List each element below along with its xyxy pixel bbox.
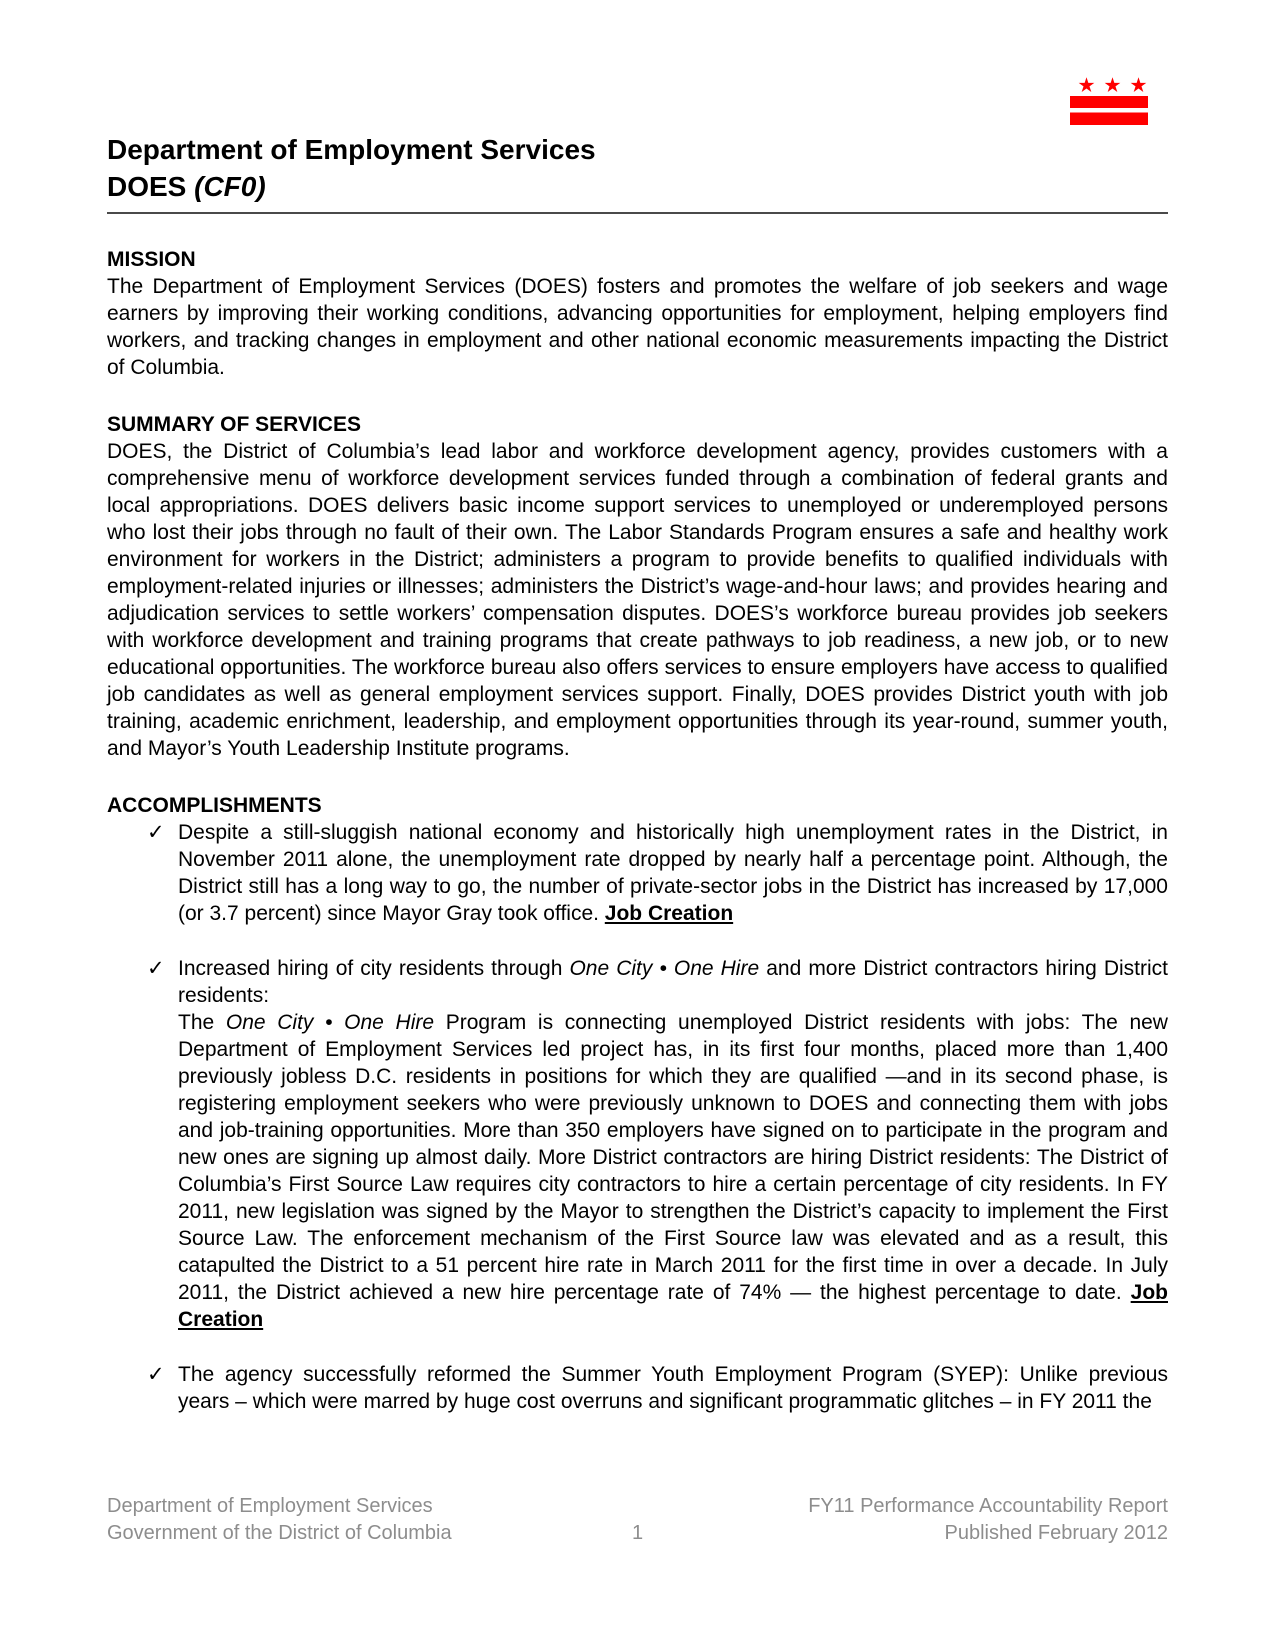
footer-government: Government of the District of Columbia [107,1522,452,1544]
accomplishment-text: Despite a still-sluggish national economy and historically high unemployment rates in the District, in November 2011 alone, the unemployment rate dropped by nearly half a percentage point. Although, the District still has a long way to go, the number of private-sector jobs in the District has increased by 17,000 (or 3.7 percent) since Mayor Gray took office. Job Creation [178,821,1168,925]
footer-publish-date: Published February 2012 [944,1522,1168,1544]
checkmark-icon: ✓ [147,1363,165,1386]
accomplishment-text: The agency successfully reformed the Summer Youth Employment Program (SYEP): Unlike previous years – which were marred by huge cost overruns and significant programmatic glitches – in FY 2011 the [178,1363,1168,1413]
accomplishments-heading: ACCOMPLISHMENTS [107,794,322,817]
page-number: 1 [631,1522,644,1544]
accomplishments-list [107,819,1168,1415]
mission-heading: MISSION [107,248,196,271]
footer-agency: Department of Employment Services [107,1495,433,1517]
flag-star-icon [1105,77,1121,92]
checkmark-icon: ✓ [147,957,165,980]
summary-paragraph: DOES, the District of Columbia’s lead labor and workforce development agency, provides customers with a comprehensive menu of workforce development services funded through a combination of federal grants and local appropriations. DOES delivers basic income support services to unemployed or underemployed persons who lost their jobs through no fault of their own. The Labor Standards Program ensures a safe and healthy work environment for workers in the District; administers a program to provide benefits to qualified individuals with employment-related injuries or illnesses; administers the District’s wage-and-hour laws; and provides hearing and adjudication services to settle workers’ compensation disputes. DOES’s workforce bureau provides job seekers with workforce development and training programs that create pathways to job readiness, a new job, or to new educational opportunities. The workforce bureau also offers services to ensure employers have access to qualified job candidates as well as general employment services support. Finally, DOES provides District youth with job training, academic enrichment, leadership, and employment opportunities through its year-round, summer youth, and Mayor’s Youth Leadership Institute programs. [107,440,1168,760]
agency-name: Department of Employment Services [107,134,596,165]
flag-bar [1070,113,1148,126]
agency-code: DOES (CF0) [107,171,266,202]
accomplishment-item [107,819,1168,927]
flag-bar [1070,96,1148,108]
footer-left [107,1493,608,1547]
page-title [107,131,1168,205]
checkmark-icon: ✓ [147,821,165,844]
page-footer [107,1493,1168,1547]
flag-star-icon [1079,77,1095,92]
footer-report-title: FY11 Performance Accountability Report [808,1495,1168,1517]
dc-flag-logo [1070,77,1148,125]
title-rule [107,212,1168,214]
accomplishment-item [107,1361,1168,1415]
accomplishment-text: Increased hiring of city residents through One City • One Hire and more District contractors hiring District residents: The One City • One Hire Program is connecting unemployed District residents with jobs: The new Department of Employment Services led project has, in its first four months, placed more than 1,400 previously jobless D.C. residents in positions for which they are qualified —and in its second phase, is registering employment seekers who were previously unknown to DOES and connecting them with jobs and job-training opportunities. More than 350 employers have signed on to participate in the program and new ones are signing up almost daily. More District contractors are hiring District residents: The District of Columbia’s First Source Law requires city contractors to hire a certain percentage of city residents. In FY 2011, new legislation was signed by the Mayor to strengthen the District’s capacity to implement the First Source Law. The enforcement mechanism of the First Source law was elevated and as a result, this catapulted the District to a 51 percent hire rate in March 2011 for the first time in over a decade. In July 2011, the District achieved a new hire percentage rate of 74% — the highest percentage to date. Job Creation [178,957,1168,1331]
footer-right [668,1493,1169,1547]
mission-paragraph: The Department of Employment Services (DOES) fosters and promotes the welfare of job seekers and wage earners by improving their working conditions, advancing opportunities for employment, helping employers find workers, and tracking changes in employment and other national economic measurements impacting the District of Columbia. [107,275,1168,379]
accomplishment-item [107,955,1168,1333]
flag-star-icon [1131,77,1147,92]
summary-heading: SUMMARY OF SERVICES [107,413,361,436]
